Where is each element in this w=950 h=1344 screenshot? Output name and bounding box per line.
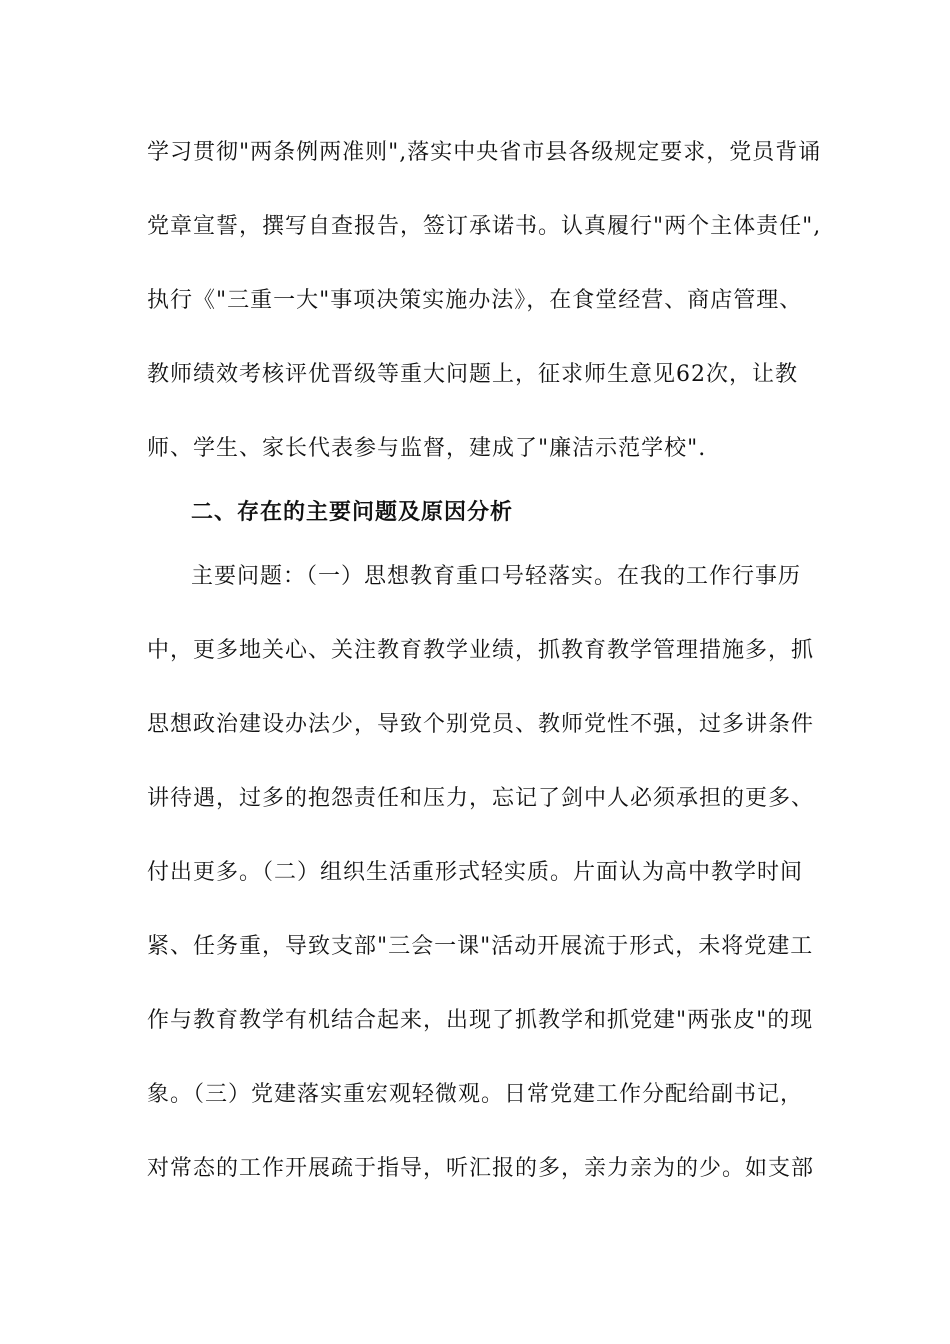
paragraph-2-line-5: 付出更多。（二）组织生活重形式轻实质。片面认为高中教学时间 bbox=[147, 860, 804, 885]
paragraph-2-line-2: 中，更多地关心、关注教育教学业绩，抓教育教学管理措施多，抓 bbox=[147, 638, 815, 663]
paragraph-2-line-7: 作与教育教学有机结合起来，出现了抓教学和抓党建"两张皮"的现 bbox=[147, 1008, 814, 1033]
paragraph-2-line-9: 对常态的工作开展疏于指导，听汇报的多，亲力亲为的少。如支部 bbox=[147, 1156, 815, 1181]
paragraph-2-line-8: 象。（三）党建落实重宏观轻微观。日常党建工作分配给副书记， bbox=[147, 1082, 804, 1107]
paragraph-1-line-3: 执行《"三重一大"事项决策实施办法》，在食堂经营、商店管理、 bbox=[147, 288, 803, 313]
paragraph-2-line-1: 主要问题：（一）思想教育重口号轻落实。在我的工作行事历 bbox=[191, 564, 802, 589]
section-heading: 二、存在的主要问题及原因分析 bbox=[191, 500, 514, 525]
paragraph-2-line-4: 讲待遇，过多的抱怨责任和压力，忘记了剑中人必须承担的更多、 bbox=[147, 786, 815, 811]
paragraph-1-line-1: 学习贯彻"两条例两准则",落实中央省市县各级规定要求，党员背诵 bbox=[147, 140, 822, 165]
paragraph-2-line-6: 紧、任务重，导致支部"三会一课"活动开展流于形式，未将党建工 bbox=[147, 934, 814, 959]
paragraph-1-line-4: 教师绩效考核评优晋级等重大问题上，征求师生意见62次，让教 bbox=[147, 362, 798, 387]
paragraph-2-line-3: 思想政治建设办法少，导致个别党员、教师党性不强，过多讲条件 bbox=[147, 712, 815, 737]
paragraph-1-line-2: 党章宣誓，撰写自查报告，签订承诺书。认真履行"两个主体责任", bbox=[147, 214, 822, 239]
paragraph-1-line-5: 师、学生、家长代表参与监督，建成了"廉洁示范学校". bbox=[147, 436, 707, 461]
